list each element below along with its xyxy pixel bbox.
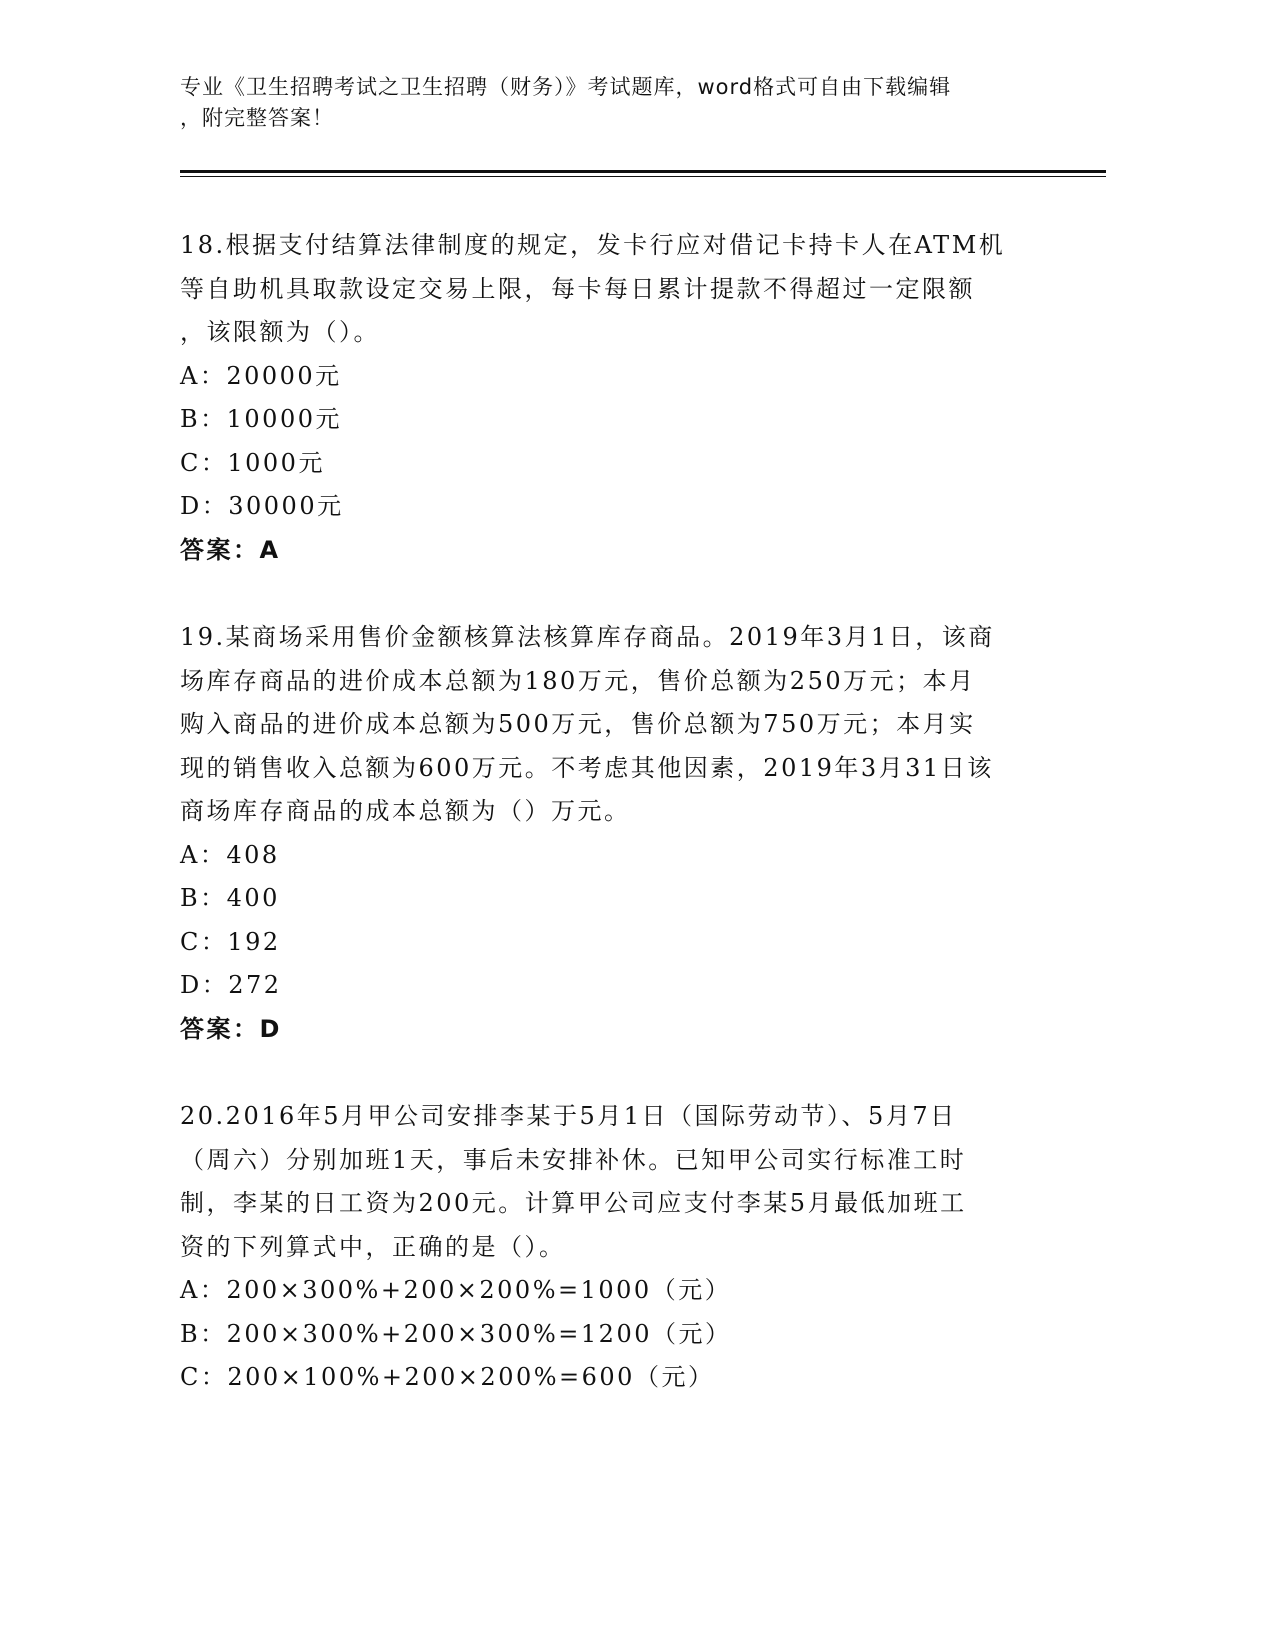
question-text: ，该限额为（）。 <box>180 318 380 346</box>
question-text: 等自助机具取款设定交易上限，每卡每日累计提款不得超过一定限额 <box>180 274 975 303</box>
question-text: 制，李某的日工资为200元。计算甲公司应支付李某5月最低加班工 <box>180 1189 967 1217</box>
option-b: B：400 <box>180 884 280 912</box>
question-18 <box>180 224 1005 572</box>
question-text: 商场库存商品的成本总额为（）万元。 <box>180 797 631 825</box>
question-text: 现的销售收入总额为600万元。不考虑其他因素，2019年3月31日该 <box>180 753 994 782</box>
question-text: 场库存商品的进价成本总额为180万元，售价总额为250万元；本月 <box>180 666 976 695</box>
header-line: ，附完整答案！ <box>180 106 334 130</box>
question-19 <box>180 616 995 1051</box>
option-a: A：200×300%+200×200%=1000（元） <box>180 1276 732 1304</box>
answer: 答案：A <box>180 535 281 564</box>
option-a: A：20000元 <box>180 361 342 390</box>
question-text: 20.2016年5月甲公司安排李某于5月1日（国际劳动节）、5月7日 <box>180 1102 957 1130</box>
question-text: 19.某商场采用售价金额核算法核算库存商品。2019年3月1日，该商 <box>180 623 995 651</box>
question-text: 资的下列算式中，正确的是（）。 <box>180 1232 566 1261</box>
option-d: D：272 <box>180 971 282 999</box>
document-header <box>180 72 951 134</box>
question-text: （周六）分别加班1天，事后未安排补休。已知甲公司实行标准工时 <box>180 1145 967 1174</box>
question-text: 18.根据支付结算法律制度的规定，发卡行应对借记卡持卡人在ATM机 <box>180 231 1006 259</box>
option-b: B：10000元 <box>180 405 342 433</box>
option-c: C：192 <box>180 927 281 956</box>
option-a: A：408 <box>180 840 280 869</box>
question-20 <box>180 1095 967 1400</box>
header-line: 专业《卫生招聘考试之卫生招聘（财务）》考试题库，word格式可自由下载编辑 <box>180 75 952 99</box>
header-divider-thick <box>180 170 1106 173</box>
answer: 答案：D <box>180 1014 282 1043</box>
option-d: D：30000元 <box>180 492 344 520</box>
header-divider-thin <box>180 176 1106 177</box>
option-c: C：1000元 <box>180 448 325 477</box>
option-b: B：200×300%+200×300%=1200（元） <box>180 1319 732 1348</box>
question-text: 购入商品的进价成本总额为500万元，售价总额为750万元；本月实 <box>180 710 976 738</box>
option-c: C：200×100%+200×200%=600（元） <box>180 1363 715 1391</box>
